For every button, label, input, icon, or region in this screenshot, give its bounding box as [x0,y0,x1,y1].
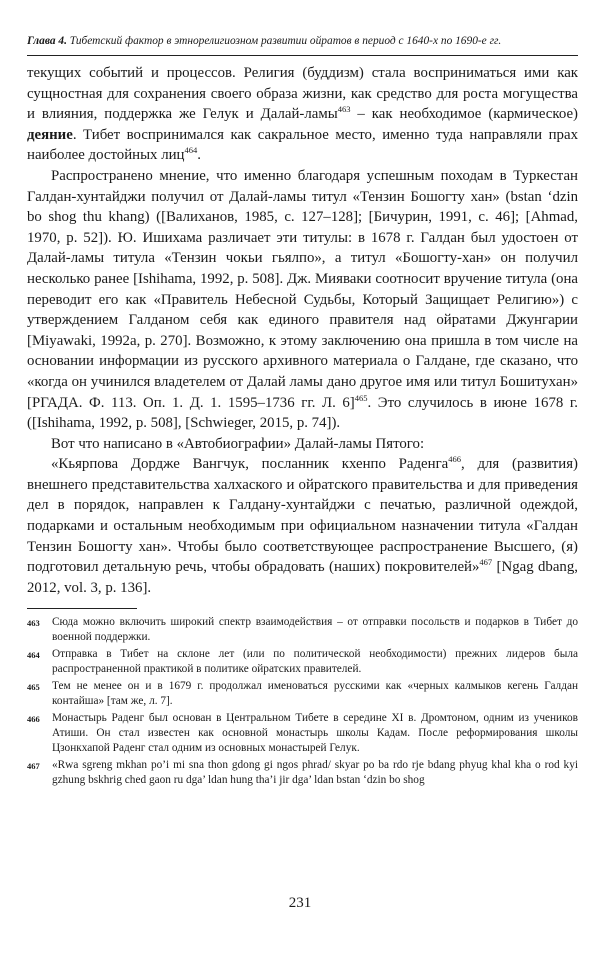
footnote-ref-464[interactable]: 464 [184,145,198,156]
footnote-text: Сюда можно включить широкий спектр взаимодействия – от отправки посольств и подарков в Тибет до военной поддержки. [52,616,578,644]
footnote-number: 467 [27,760,40,771]
chapter-title: Тибетский фактор в этнорелигиозном развитии ойратов в период с 1640-х по 1690-е гг. [69,35,502,47]
footnotes [27,615,578,787]
text-run: текущих событий и процессов. Религия (буддизм) стала восприниматься ими как сущностная для сохранения своего образа жизни, как средство для роста могущества и влияния, поддержка же Гелук и Далай-ламы [27,65,578,123]
footnote-number: 463 [27,618,40,629]
footnote-number: 466 [27,713,40,724]
page-number: 231 [288,895,312,911]
running-header [27,34,578,56]
footnote-463 [27,615,578,645]
footnote-ref-467[interactable]: 467 [479,557,493,568]
text-run: [Ngag dbang, 2012, vol. 3, p. 136]. [27,559,578,596]
paragraph-quote [27,454,578,598]
text-run: Распространено мнение, что именно благодаря успешным походам в Туркестан Галдан-хунтайджи получил от Далай-ламы титул «Тензин Бошогту хан» (bstan ‘dzin bo shog thu khang) ([Валиханов, 1985, с. 127–128]; [Бичурин, 1991, с. 46]; [Ahmad, 1970, p. 52]). Ю. Ишихама различает эти титулы: в 1678 г. Галдан был удостоен от Далай-ламы титула «Тензин чокьи гьялпо», а титул «Бошогту-хан» он получил несколько ранее [Ishihama, 1992, p. 508]. Дж. Мияваки соотносит вручение титула (она переводит его как «Правитель Небесной Судьбы, Который Защищает Религию») с утверждением Галданом себя как единого правителя над ойратами Джунгарии [Miyawaki, 1992a, p. 270]. Возможно, к этому заключению она пришла в том числе на основании информации из русского архивного материала о Галдане, где сказано, что «когда он учинился владетелем от Далай ламы дано другое имя или титул Бошитухан» [РГАДА. Ф. 113. Оп. 1. Д. 1. 1595–1736 гг. Л. 6] [27,167,578,411]
footnote-464 [27,647,578,677]
footnote-ref-463[interactable]: 463 [337,104,351,115]
main-text [27,63,578,598]
footnote-ref-466[interactable]: 466 [448,454,462,465]
bold-term: деяние [27,126,73,143]
text-run: , для (развития) внешнего представительства халхаского и ойратского правительства и для приведения дел в порядок, направлен к Галдану-хунтайджи с печатью, различной одеждой, подарками и остальным необходимым при официальном назначении титула «Галдан Тензин Бошогту хан». Чтобы было соответствующее распространение Высшего, (я) подготовил детальную речь, чтобы обрадовать (наших) покровителей» [27,456,578,576]
text-run: – как необходимое (кармическое) [350,106,578,123]
footnote-466 [27,711,578,756]
text-run: . Это случилось в июне 1678 г. ([Ishihama, 1992, p. 508], [Schwieger, 2015, p. 74]). [27,394,579,432]
paragraph-title-origin [27,166,578,434]
footnote-divider [27,608,137,609]
text-run: «Кьярпова Дордже Вангчук, посланник кхенпо Раденга [51,456,449,473]
footnote-465 [27,679,578,709]
footnote-467 [27,758,578,788]
footnote-text: Монастырь Раденг был основан в Центральном Тибете в середине XI в. Дромтоном, одним из учеников Атиши. Он стал известен как основной монастырь школы Кадам. После реформирования школы Цзонкхапой Раденг стал одним из основных монастырей Гелук. [52,711,578,754]
footnote-number: 464 [27,650,40,661]
chapter-label: Глава 4. [27,35,67,47]
text-run: Вот что написано в «Автобиографии» Далай-ламы Пятого: [51,435,425,452]
footnote-number: 465 [27,682,40,693]
footnote-text: «Rwa sgreng mkhan po’i mi sna thon gdong gi ngos phrad/ skyar po ba rdo rje bdang phyug khal kha o rod kyi gzhung bskhrig ched gaon ru dga’ ldan hung tha’i jir dga’ ldan bstan ‘dzin bo shog [52,758,578,786]
footnote-text: Отправка в Тибет на склоне лет (или по политической необходимости) прежних лидеров была распространенной практикой в политике ойратских правителей. [52,648,578,676]
text-run: . [197,147,201,164]
paragraph-intro-quote [27,434,578,455]
footnote-text: Тем не менее он и в 1679 г. продолжал именоваться русскими как «черных калмыков кегень Галдан контайша» [там же, л. 7]. [52,680,578,707]
text-run: . Тибет воспринимался как сакральное место, именно туда направляли прах наиболее достойных лиц [27,126,578,164]
book-page [0,34,600,962]
paragraph-continued [27,63,578,166]
footnote-ref-465[interactable]: 465 [354,392,368,403]
